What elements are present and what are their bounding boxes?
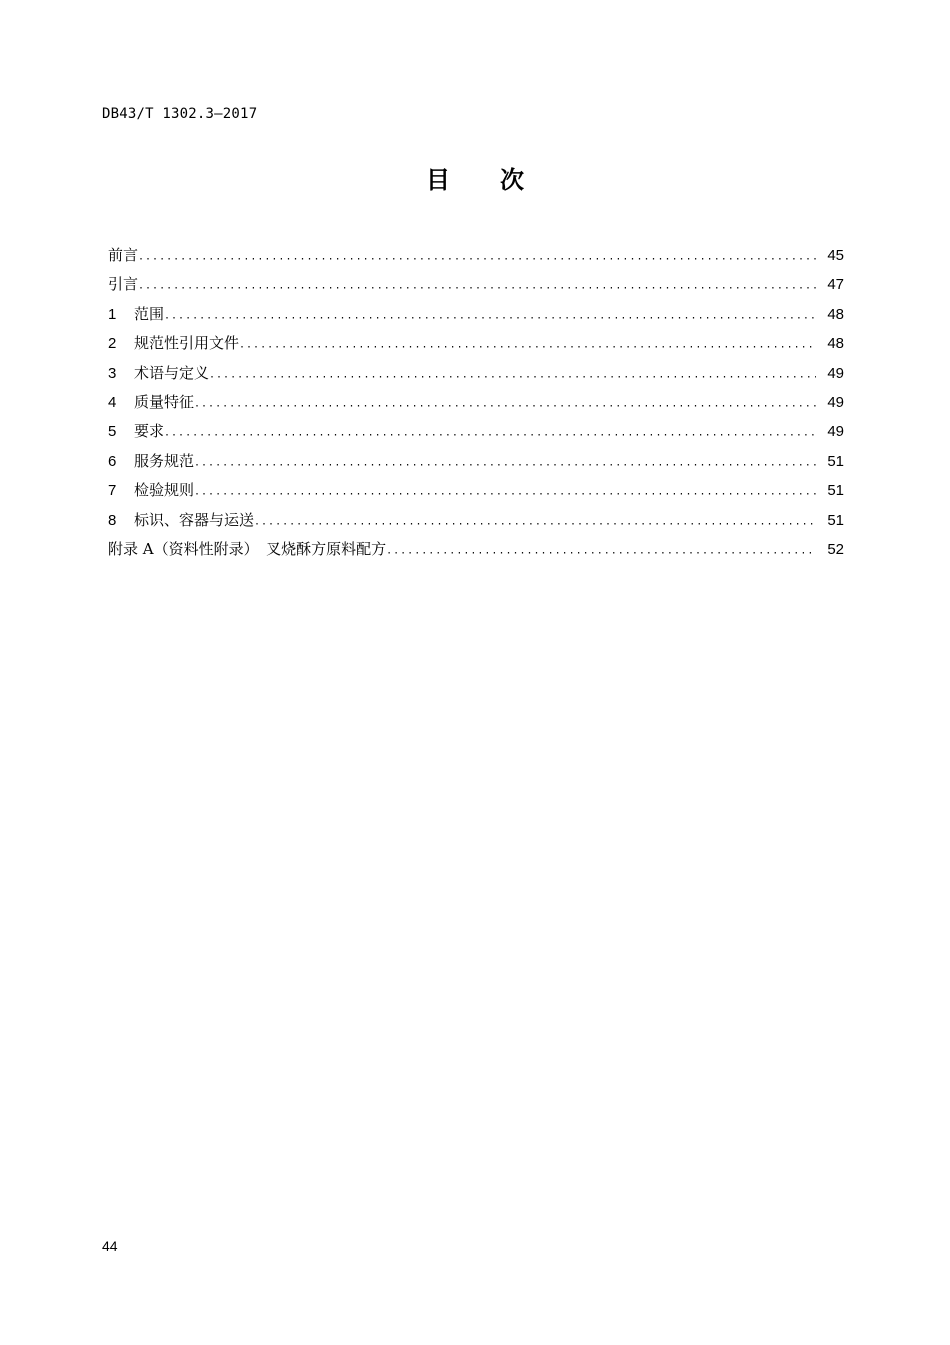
toc-entry-page: 52	[827, 540, 844, 558]
dot-leader	[194, 483, 816, 498]
toc-entry-page: 51	[827, 511, 844, 529]
page-title	[0, 160, 950, 195]
toc-entry-page: 49	[827, 364, 844, 382]
toc-entry-title: 术语与定义	[134, 363, 210, 382]
toc-list	[108, 244, 844, 567]
toc-entry-title: 引言	[108, 275, 139, 294]
toc-entry-introduction[interactable]	[108, 273, 844, 302]
dot-leader	[194, 395, 816, 410]
dot-leader	[254, 513, 816, 528]
toc-entry-title: 范围	[134, 304, 165, 323]
toc-entry-6[interactable]	[108, 450, 844, 479]
toc-entry-3[interactable]	[108, 362, 844, 391]
title-char-1: 目	[426, 166, 450, 194]
toc-entry-5[interactable]	[108, 420, 844, 449]
dot-leader	[138, 248, 816, 263]
toc-entry-2[interactable]	[108, 332, 844, 361]
toc-entry-title: 要求	[134, 422, 165, 441]
dot-leader	[239, 336, 816, 351]
toc-entry-page: 51	[827, 482, 844, 500]
toc-entry-title: 检验规则	[134, 481, 195, 500]
toc-entry-page: 49	[827, 393, 844, 411]
toc-entry-number: 5	[108, 423, 117, 441]
dot-leader	[209, 366, 816, 381]
toc-entry-page: 47	[827, 276, 844, 294]
page-number: 44	[102, 1238, 118, 1254]
toc-entry-page: 48	[827, 305, 844, 323]
toc-entry-title: 服务规范	[134, 451, 195, 470]
toc-entry-page: 49	[827, 423, 844, 441]
toc-entry-7[interactable]	[108, 479, 844, 508]
toc-entry-1[interactable]	[108, 303, 844, 332]
dot-leader	[386, 542, 816, 557]
toc-entry-number: 7	[108, 482, 117, 500]
toc-entry-page: 51	[827, 452, 844, 470]
toc-entry-number: 1	[108, 305, 117, 323]
toc-entry-number: 3	[108, 364, 117, 382]
dot-leader	[164, 307, 816, 322]
toc-entry-title: 质量特征	[134, 392, 195, 411]
dot-leader	[194, 454, 816, 469]
toc-entry-number: 8	[108, 511, 117, 529]
toc-entry-number: 2	[108, 335, 117, 353]
toc-entry-annex-a[interactable]	[108, 538, 844, 567]
toc-entry-number: 6	[108, 452, 117, 470]
toc-entry-page: 45	[827, 247, 844, 264]
toc-entry-number: 4	[108, 393, 117, 411]
dot-leader	[138, 277, 816, 292]
toc-entry-title: 标识、容器与运送	[134, 510, 255, 529]
toc-entry-foreword[interactable]	[108, 244, 844, 273]
title-char-2: 次	[500, 166, 524, 194]
toc-entry-8[interactable]	[108, 509, 844, 538]
toc-entry-title: 附录 A（资料性附录） 叉烧酥方原料配方	[108, 539, 387, 558]
toc-entry-page: 48	[827, 335, 844, 353]
toc-entry-4[interactable]	[108, 391, 844, 420]
dot-leader	[164, 424, 816, 439]
toc-entry-title: 前言	[108, 246, 139, 264]
document-code: DB43/T 1302.3—2017	[102, 106, 258, 122]
toc-entry-title: 规范性引用文件	[134, 334, 240, 353]
